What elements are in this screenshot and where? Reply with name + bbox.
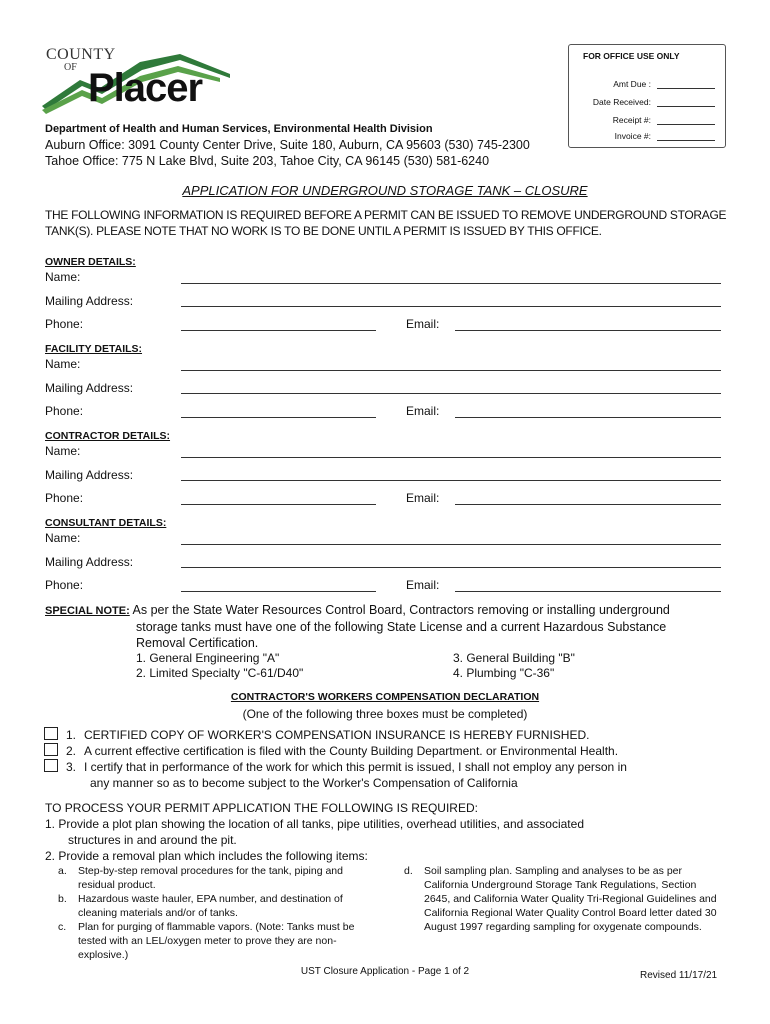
item-b-marker: b. — [58, 893, 67, 905]
owner-name-field[interactable] — [181, 282, 721, 284]
workers-comp-checkbox-2[interactable] — [44, 743, 58, 756]
process-item-1-cont: structures in and around the pit. — [68, 833, 237, 847]
invoice-row[interactable]: Invoice #: — [615, 131, 715, 141]
owner-phone-label: Phone: — [45, 317, 84, 331]
workers-comp-checkbox-3[interactable] — [44, 759, 58, 772]
owner-email-field[interactable] — [455, 329, 721, 331]
license-plumbing: 4. Plumbing "C-36" — [453, 666, 555, 680]
workers-comp-option-3: 3. I certify that in performance of the work for which this permit is issued, I shall not employ any person in — [66, 760, 627, 774]
contractor-email-field[interactable] — [455, 503, 721, 505]
owner-details-heading: OWNER DETAILS: — [45, 256, 136, 268]
consultant-name-label: Name: — [45, 531, 81, 545]
special-note-text-3: Removal Certification. — [136, 636, 259, 650]
permit-notice: THE FOLLOWING INFORMATION IS REQUIRED BEFORE A PERMIT CAN BE ISSUED TO REMOVE UNDERGROUND STORAGE TANK(S). PLEASE NOTE THAT NO WORK IS TO BE DONE UNTIL A PERMIT IS ISSUED BY THIS OFFICE. — [45, 208, 727, 238]
special-note-text-2: storage tanks must have one of the following State License and a current Hazardous Substance — [136, 620, 667, 634]
revised-date: Revised 11/17/21 — [640, 970, 718, 981]
facility-phone-label: Phone: — [45, 404, 84, 418]
special-note — [45, 602, 735, 651]
owner-mailing-label: Mailing Address: — [45, 294, 134, 308]
process-heading: TO PROCESS YOUR PERMIT APPLICATION THE FOLLOWING IS REQUIRED: — [45, 801, 478, 815]
workers-comp-checkbox-1[interactable] — [44, 727, 58, 740]
consultant-email-field[interactable] — [455, 590, 721, 592]
auburn-office-address: Auburn Office: 3091 County Center Drive, Suite 180, Auburn, CA 95603 (530) 745-2300 — [45, 138, 530, 152]
workers-comp-option-1: 1. CERTIFIED COPY OF WORKER'S COMPENSATION INSURANCE IS HEREBY FURNISHED. — [66, 728, 590, 742]
contractor-details-heading: CONTRACTOR DETAILS: — [45, 430, 171, 442]
license-general-building: 3. General Building "B" — [453, 651, 575, 665]
consultant-email-label: Email: — [406, 578, 440, 592]
consultant-mailing-label: Mailing Address: — [45, 555, 134, 569]
item-c-marker: c. — [58, 921, 67, 933]
facility-mailing-field[interactable] — [181, 392, 721, 394]
item-a-text: Step-by-step removal procedures for the tank, piping and residual product. — [78, 865, 343, 891]
office-use-box — [568, 44, 726, 148]
contractor-name-label: Name: — [45, 444, 81, 458]
department-name: Department of Health and Human Services, Environmental Health Division — [45, 123, 433, 135]
license-limited-specialty: 2. Limited Specialty "C-61/D40" — [136, 666, 304, 680]
process-item-2: 2. Provide a removal plan which includes the following items: — [45, 849, 368, 863]
contractor-phone-label: Phone: — [45, 491, 84, 505]
facility-name-label: Name: — [45, 357, 81, 371]
consultant-details-heading: CONSULTANT DETAILS: — [45, 517, 167, 529]
facility-details-heading: FACILITY DETAILS: — [45, 343, 143, 355]
contractor-mailing-field[interactable] — [181, 479, 721, 481]
amt-due-row[interactable]: Amt Due : — [613, 79, 715, 89]
special-note-label: SPECIAL NOTE: — [45, 605, 130, 617]
office-use-title: FOR OFFICE USE ONLY — [583, 51, 680, 61]
item-c-text: Plan for purging of flammable vapors. (Note: Tanks must be tested with an LEL/oxygen meter to prove they are non-explosive.) — [78, 921, 355, 961]
contractor-phone-field[interactable] — [181, 503, 376, 505]
owner-name-label: Name: — [45, 270, 81, 284]
consultant-name-field[interactable] — [181, 543, 721, 545]
consultant-mailing-field[interactable] — [181, 566, 721, 568]
contractor-name-field[interactable] — [181, 456, 721, 458]
facility-name-field[interactable] — [181, 369, 721, 371]
tahoe-office-address: Tahoe Office: 775 N Lake Blvd, Suite 203, Tahoe City, CA 96145 (530) 581-6240 — [45, 154, 490, 168]
item-d-marker: d. — [404, 865, 413, 877]
item-b-text: Hazardous waste hauler, EPA number, and destination of cleaning materials and/or of tanks. — [78, 893, 343, 919]
logo-of-text: OF — [64, 62, 77, 73]
form-title: APPLICATION FOR UNDERGROUND STORAGE TANK – CLOSURE — [182, 183, 588, 198]
item-a-marker: a. — [58, 865, 67, 877]
consultant-phone-field[interactable] — [181, 590, 376, 592]
receipt-row[interactable]: Receipt #: — [613, 115, 715, 125]
facility-mailing-label: Mailing Address: — [45, 381, 134, 395]
owner-email-label: Email: — [406, 317, 440, 331]
logo-placer-text: Placer — [88, 66, 203, 110]
license-general-engineering: 1. General Engineering "A" — [136, 651, 280, 665]
special-note-text-1: As per the State Water Resources Control Board, Contractors removing or installing underground — [129, 603, 670, 617]
facility-phone-field[interactable] — [181, 416, 376, 418]
contractor-email-label: Email: — [406, 491, 440, 505]
workers-comp-instructions: (One of the following three boxes must be completed) — [242, 707, 528, 721]
owner-mailing-field[interactable] — [181, 305, 721, 307]
date-received-row[interactable]: Date Received: — [593, 97, 715, 107]
workers-comp-option-2: 2. A current effective certification is filed with the County Building Department. or Environmental Health. — [66, 744, 619, 758]
owner-phone-field[interactable] — [181, 329, 376, 331]
workers-comp-heading: CONTRACTOR'S WORKERS COMPENSATION DECLARATION — [230, 691, 540, 703]
consultant-phone-label: Phone: — [45, 578, 84, 592]
workers-comp-option-3-cont: any manner so as to become subject to the Worker's Compensation of California — [90, 776, 518, 790]
facility-email-label: Email: — [406, 404, 440, 418]
facility-email-field[interactable] — [455, 416, 721, 418]
item-d-text: Soil sampling plan. Sampling and analyses to be as per California Underground Storage Tank Regulations, Section 2645, and California Water Quality Tri-Regional Guidelines and California Regional Water Quality Control Board letter dated 30 August 1997 regarding sampling for oxygenate compounds. — [424, 865, 717, 933]
logo-county-text: COUNTY — [46, 46, 116, 63]
page-footer: UST Closure Application - Page 1 of 2 — [300, 966, 470, 977]
contractor-mailing-label: Mailing Address: — [45, 468, 134, 482]
process-item-1: 1. Provide a plot plan showing the location of all tanks, pipe utilities, overhead utilities, and associated — [45, 817, 584, 831]
